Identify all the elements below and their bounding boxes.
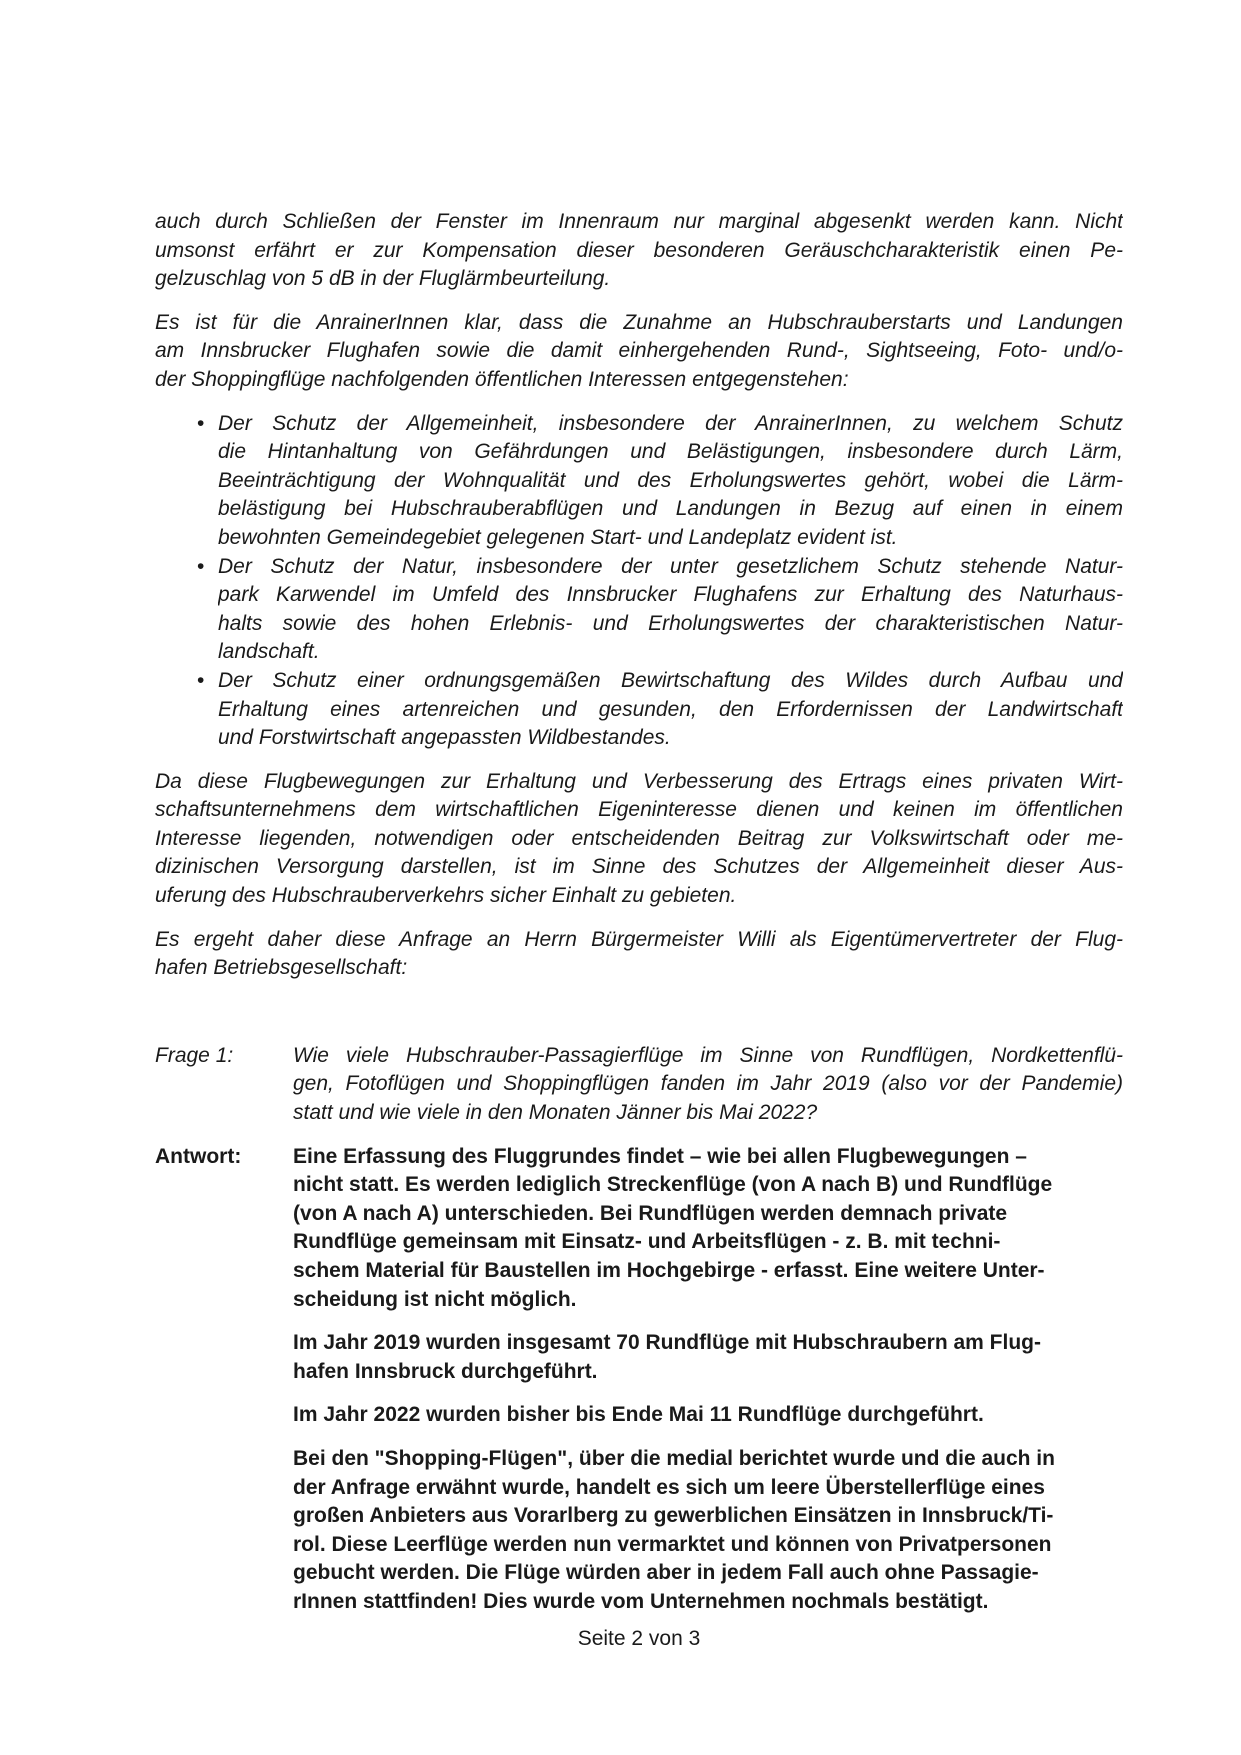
text-line: dizinischen Versorgung darstellen, ist im Sinne des Schutzes der Allgemeinheit dieser Aus- — [155, 855, 1123, 879]
text-line: rInnen stattfinden! Dies wurde vom Unternehmen nochmals bestätigt. — [293, 1589, 989, 1613]
text-line: (von A nach A) unterschieden. Bei Rundflügen werden demnach private — [293, 1201, 1008, 1225]
bullet-item — [155, 667, 1123, 753]
text-line: gebucht werden. Die Flüge würden aber in jedem Fall auch ohne Passagie- — [293, 1561, 1039, 1585]
text-line: uferung des Hubschrauberverkehrs sicher Einhalt zu gebieten. — [155, 884, 737, 908]
text-line: schem Material für Baustellen im Hochgebirge - erfasst. Eine weitere Unter- — [293, 1259, 1045, 1282]
text-line: Wie viele Hubschrauber-Passagierflüge im Sinne von Rundflügen, Nordkettenflü- — [293, 1043, 1123, 1067]
bullet-icon: • — [197, 668, 205, 692]
antwort-continuation-1-label — [155, 1329, 293, 1386]
text-line: gen, Fotoflügen und Shoppingflügen fanden im Jahr 2019 (also vor der Pandemie) — [293, 1072, 1123, 1096]
text-line: großen Anbieters aus Vorarlberg zu gewerblichen Einsätzen in Innsbruck/Ti- — [293, 1504, 1054, 1528]
text-line: am Innsbrucker Flughafen sowie die damit einhergehenden Rund-, Sightseeing, Foto- und/o- — [155, 339, 1123, 363]
text-line: landschaft. — [218, 640, 320, 664]
text-line: park Karwendel im Umfeld des Innsbrucker Flughafens zur Erhaltung des Naturhaus- — [218, 583, 1123, 607]
text-line: hafen Innsbruck durchgeführt. — [293, 1359, 598, 1383]
text-line: Beeinträchtigung der Wohnqualität und des Erholungswertes gehört, wobei die Lärm- — [218, 468, 1123, 492]
text-line: Eine Erfassung des Fluggrundes findet – wie bei allen Flugbewegungen – — [293, 1144, 1027, 1168]
antwort-continuation-3-label — [155, 1445, 293, 1617]
bullet-item — [155, 553, 1123, 667]
bullet-item — [155, 410, 1123, 553]
text-line: Es ergeht daher diese Anfrage an Herrn Bürgermeister Willi als Eigentümervertreter der Flug- — [155, 927, 1123, 951]
bullet-icon: • — [197, 411, 205, 435]
text-line: auch durch Schließen der Fenster im Innenraum nur marginal abgesenkt werden kann. Nicht — [155, 210, 1123, 233]
antwort-continuation-3-text — [293, 1445, 1123, 1617]
antwort-block — [155, 1143, 1123, 1315]
text-line: Der Schutz einer ordnungsgemäßen Bewirtschaftung des Wildes durch Aufbau und — [218, 668, 1123, 692]
antwort-continuation-1-text — [293, 1329, 1123, 1386]
text-line: Im Jahr 2019 wurden insgesamt 70 Rundflüge mit Hubschraubern am Flug- — [293, 1331, 1041, 1355]
text-line: und Forstwirtschaft angepassten Wildbestandes. — [218, 726, 671, 750]
text-line: Der Schutz der Allgemeinheit, insbesondere der AnrainerInnen, zu welchem Schutz — [218, 411, 1123, 435]
text-line: der Anfrage erwähnt wurde, handelt es sich um leere Überstellerflüge eines — [293, 1475, 1045, 1499]
text-line: Der Schutz der Natur, insbesondere der unter gesetzlichem Schutz stehende Natur- — [218, 554, 1123, 578]
bullet-list — [155, 410, 1123, 753]
antwort-text — [293, 1143, 1123, 1315]
text-line: scheidung ist nicht möglich. — [293, 1287, 577, 1311]
frage-1-block — [155, 1042, 1123, 1128]
paragraph — [155, 309, 1123, 395]
document-body — [155, 208, 1123, 1617]
frage-1-label: Frage 1: — [155, 1043, 234, 1067]
text-line: Interesse liegenden, notwendigen oder entscheidenden Beitrag zur Volkswirtschaft oder me- — [155, 826, 1123, 850]
text-line: gelzuschlag von 5 dB in der Fluglärmbeurteilung. — [155, 267, 611, 291]
text-line: die Hintanhaltung von Gefährdungen und Belästigungen, insbesondere durch Lärm, — [218, 440, 1123, 464]
antwort-continuation-2-block — [155, 1401, 1123, 1430]
text-line: schaftsunternehmens dem wirtschaftlichen Eigeninteresse dienen und keinen im öffentlichen — [155, 798, 1123, 822]
paragraph — [155, 926, 1123, 983]
antwort-continuation-3-block — [155, 1445, 1123, 1617]
antwort-continuation-1-block — [155, 1329, 1123, 1386]
text-line: Rundflüge gemeinsam mit Einsatz- und Arbeitsflügen - z. B. mit techni- — [293, 1230, 1001, 1254]
text-line: belästigung bei Hubschrauberabflügen und Landungen in Bezug auf einen in einem — [218, 497, 1123, 521]
frage-1-text — [293, 1042, 1123, 1128]
text-line: Erhaltung eines artenreichen und gesunden, den Erfordernissen der Landwirtschaft — [218, 697, 1123, 721]
text-line: halts sowie des hohen Erlebnis- und Erholungswertes der charakteristischen Natur- — [218, 611, 1123, 635]
paragraph — [155, 208, 1123, 294]
antwort-continuation-2-label — [155, 1401, 293, 1430]
bullet-icon: • — [197, 554, 205, 578]
text-line: statt und wie viele in den Monaten Jänner bis Mai 2022? — [293, 1101, 818, 1125]
text-line: nicht statt. Es werden lediglich Streckenflüge (von A nach B) und Rundflüge — [293, 1173, 1053, 1197]
text-line: Im Jahr 2022 wurden bisher bis Ende Mai 11 Rundflüge durchgeführt. — [293, 1403, 984, 1427]
antwort-label: Antwort: — [155, 1144, 242, 1168]
page-number: Seite 2 von 3 — [577, 1627, 701, 1650]
text-line: Es ist für die AnrainerInnen klar, dass die Zunahme an Hubschrauberstarts und Landungen — [155, 310, 1123, 334]
text-line: Bei den "Shopping-Flügen", über die medial berichtet wurde und die auch in — [293, 1446, 1055, 1470]
paragraph — [155, 768, 1123, 911]
text-line: hafen Betriebsgesellschaft: — [155, 956, 408, 980]
text-line: umsonst erfährt er zur Kompensation dieser besonderen Geräuschcharakteristik einen Pe- — [155, 238, 1123, 262]
text-line: bewohnten Gemeindegebiet gelegenen Start- und Landeplatz evident ist. — [218, 525, 898, 549]
text-line: rol. Diese Leerflüge werden nun vermarktet und können von Privatpersonen — [293, 1532, 1052, 1556]
text-line: Da diese Flugbewegungen zur Erhaltung und Verbesserung des Ertrags eines privaten Wirt- — [155, 769, 1123, 793]
antwort-continuation-2-text — [293, 1401, 1123, 1430]
text-line: der Shoppingflüge nachfolgenden öffentlichen Interessen entgegenstehen: — [155, 367, 849, 391]
